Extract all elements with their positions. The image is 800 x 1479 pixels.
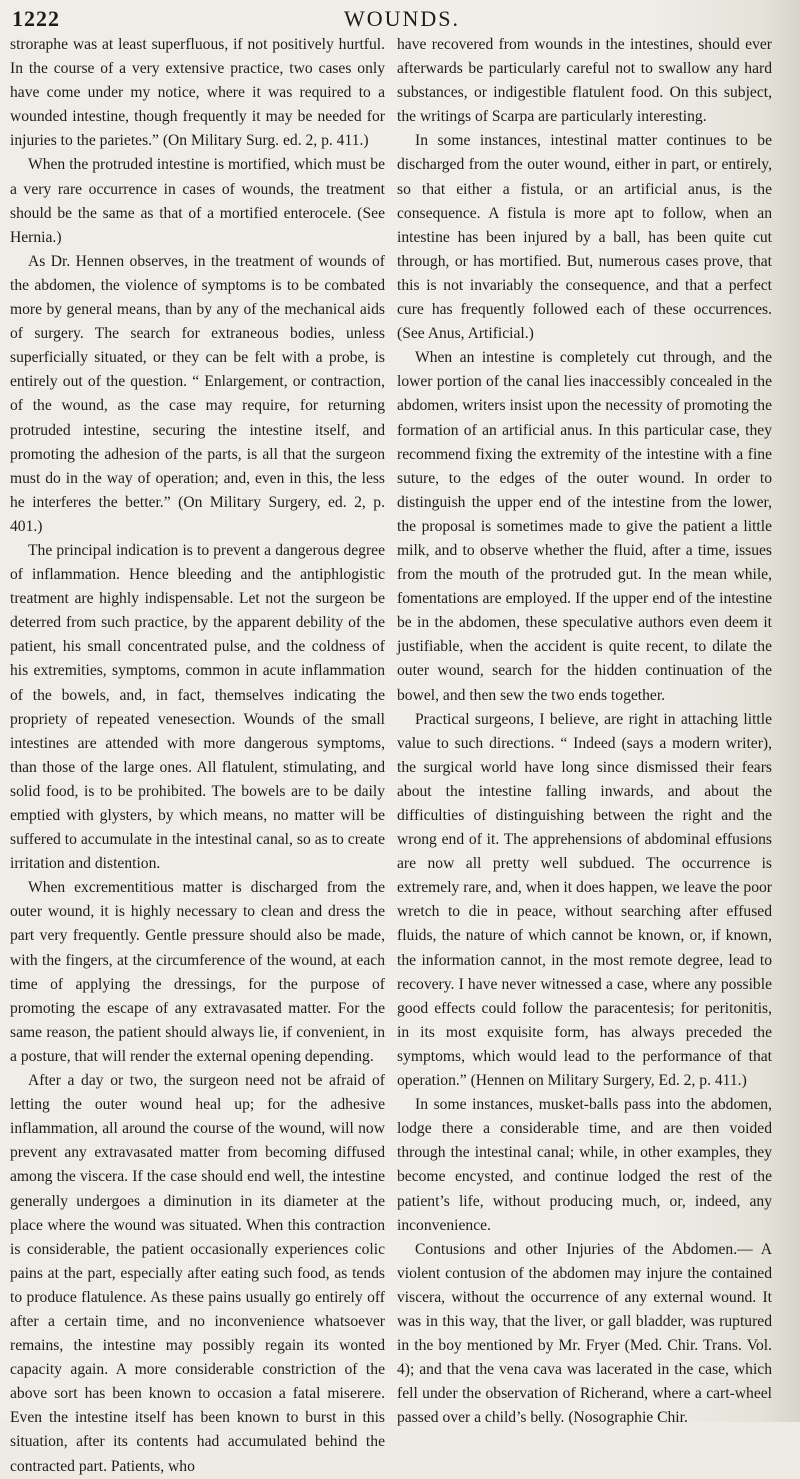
paragraph: When an intestine is completely cut through, and the lower portion of the canal lies inaccessibly concealed in the abdomen, writers insist upon the necessity of promoting the formation of an artificial anus. In this particular case, they recommend fixing the extremity of the intestine with a fine suture, to the edges of the outer wound. In order to distinguish the upper end of the intestine from the lower, the proposal is sometimes made to give the patient a little milk, and to observe whether the fluid, after a time, issues from the mouth of the protruded gut. In the mean while, fomentations are employed. If the upper end of the intestine be in the abdomen, these speculative authors even deem it justifiable, when the accident is quite recent, to dilate the outer wound, search for the hidden continuation of the bowel, and then sew the two ends together. — [397, 349, 772, 704]
paragraph: Contusions and other Injuries of the Abdomen.— A violent contusion of the abdomen may injure the contained viscera, without the occurrence of any external wound. It was in this way, that the liver, or gall bladder, was ruptured in the boy mentioned by Mr. Fryer (Med. Chir. Trans. Vol. 4); and that the vena cava was lacerated in the case, which fell under the observation of Richerand, where a cart-wheel passed over a child’s belly. (Nosographie Chir. — [397, 1240, 772, 1427]
running-head: WOUNDS. — [343, 6, 461, 31]
page-header — [12, 6, 782, 36]
paragraph: As Dr. Hennen observes, in the treatment of wounds of the abdomen, the violence of symptoms is to be combated more by general means, than by any of the mechanical aids of surgery. The search for extraneous bodies, unless superficially situated, or they can be felt with a probe, is entirely out of the question. “ Enlargement, or contraction, of the wound, as the case may require, for returning protruded intestine, securing the intestine itself, and promoting the adhesion of the parts, is all that the surgeon must do in the way of operation; and, even in this, the less he interferes the better.” (On Military Surgery, ed. 2, p. 401.) — [10, 252, 385, 535]
paragraph: have recovered from wounds in the intestines, should ever afterwards be particularly careful not to swallow any hard substances, or indigestible flatulent food. On this subject, the writings of Scarpa are particularly interesting. — [397, 36, 772, 126]
right-column — [397, 33, 772, 1430]
paragraph: Practical surgeons, I believe, are right in attaching little value to such directions. “ Indeed (says a modern writer), the surgical world have long since dismissed their fears about the intestine falling inwards, and about the difficulties of distinguishing between the right and the wrong end of it. The apprehensions of abdominal effusions are now all pretty well subdued. The occurrence is extremely rare, and, when it does happen, we leave the poor wretch to die in peace, without searching after effused fluids, the nature of which cannot be known, or, if known, the information cannot, in the most remote degree, lead to recovery. I have never witnessed a case, where any possible good effects could follow the paracentesis; for peritonitis, in its most exquisite form, has always preceded the symptoms, which would lead to the performance of that operation.” (Hennen on Military Surgery, Ed. 2, p. 411.) — [397, 710, 772, 1090]
page-number: 1222 — [12, 6, 60, 31]
paragraph: When the protruded intestine is mortified, which must be a very rare occurrence in cases of wounds, the treatment should be the same as that of a mortified enterocele. (See Hernia.) — [10, 156, 385, 246]
paragraph: The principal indication is to prevent a dangerous degree of inflammation. Hence bleeding and the antiphlogistic treatment are highly indispensable. Let not the surgeon be deterred from such practice, by the apparent debility of the patient, his small concentrated pulse, and the coldness of his extremities, symptoms, common in acute inflammation of the bowels, and, in fact, themselves indicating the propriety of repeated venesection. Wounds of the small intestines are attended with more dangerous symptoms, than those of the large ones. All flatulent, stimulating, and solid food, is to be prohibited. The bowels are to be daily emptied with glysters, by which means, no matter will be suffered to accumulate in the intestinal canal, so as to create irritation and distention. — [10, 541, 385, 873]
left-column — [10, 33, 385, 1479]
paragraph: In some instances, intestinal matter continues to be discharged from the outer wound, either in part, or entirely, so that either a fistula, or an artificial anus, is the consequence. A fistula is more apt to follow, when an intestine has been injured by a ball, has been quite cut through, or has mortified. But, numerous cases prove, that this is not invariably the consequence, and that a perfect cure has frequently followed each of these occurrences. (See Anus, Artificial.) — [397, 132, 772, 343]
paragraph: After a day or two, the surgeon need not be afraid of letting the outer wound heal up; for the adhesive inflammation, all around the course of the wound, will now prevent any extravasated matter from becoming diffused among the viscera. If the case should end well, the intestine generally undergoes a diminution in its diameter at the place where the wound was situated. When this contraction is considerable, the patient occasionally experiences colic pains at the part, especially after eating such food, as tends to produce flatulence. As these pains usually go entirely off after a certain time, and no inconvenience whatsoever remains, the intestine may possibly regain its wonted capacity again. A more considerable constriction of the above sort has been known to occasion a fatal miserere. Even the intestine itself has been known to burst in this situation, after its contents had accumulated behind the contracted part. Patients, who — [10, 1072, 385, 1475]
paragraph: In some instances, musket-balls pass into the abdomen, lodge there a considerable time, and are then voided through the intestinal canal; while, in other examples, they become encysted, and continue lodged the rest of the patient’s life, without producing much, or, indeed, any inconvenience. — [397, 1096, 772, 1234]
paragraph: stroraphe was at least superfluous, if not positively hurtful. In the course of a very extensive practice, two cases only have come under my notice, where it was required to a wounded intestine, though frequently it may be needed for injuries to the parietes.” (On Military Surg. ed. 2, p. 411.) — [10, 36, 385, 150]
paragraph: When excrementitious matter is discharged from the outer wound, it is highly necessary to clean and dress the part very frequently. Gentle pressure should also be made, with the fingers, at the circumference of the wound, at each time of applying the dressings, for the purpose of promoting the escape of any extravasated matter. For the same reason, the patient should always lie, if convenient, in a posture, that will render the external opening depending. — [10, 879, 385, 1065]
